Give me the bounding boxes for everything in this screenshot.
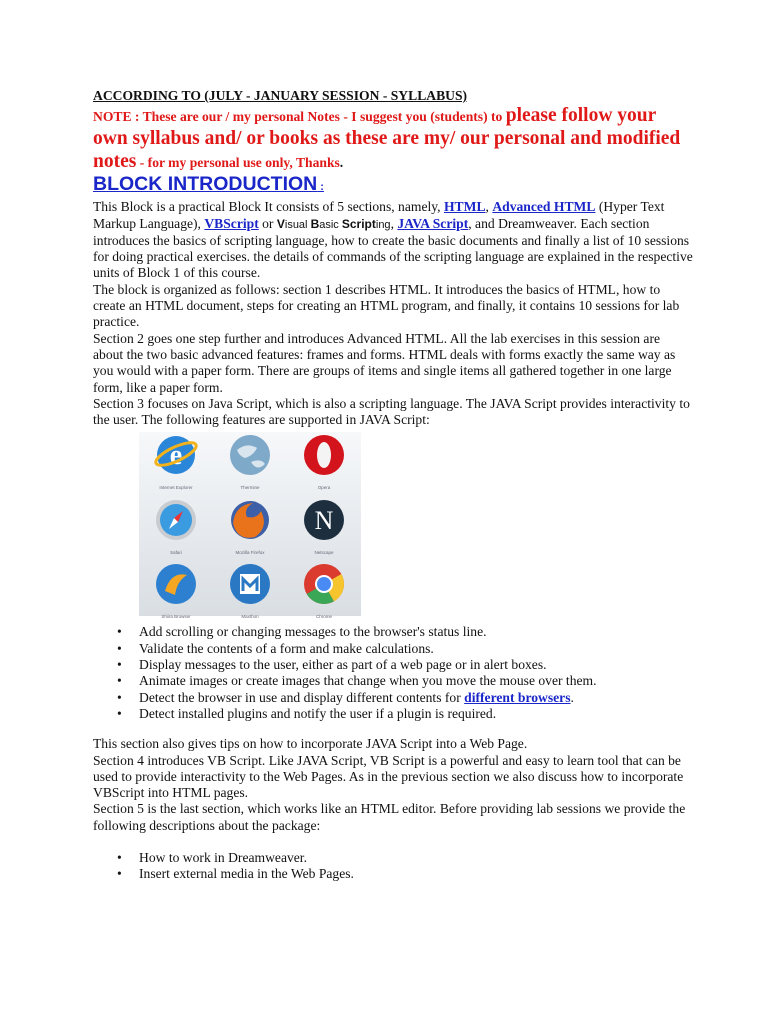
section5-paragraph: Section 5 is the last section, which works like an HTML editor. Before providing lab sessions we provide the following descriptions about the package: [93, 801, 686, 833]
personal-note [93, 104, 693, 173]
list-item: • Validate the contents of a form and make calculations. [139, 641, 693, 657]
maxthon-icon: Maxthon [213, 561, 287, 625]
opera-icon: Opera [287, 432, 361, 496]
organization-paragraph: The block is organized as follows: section 1 describes HTML. It introduces the basics of HTML, how to create an HTML document, steps for creating an HTML program, and finally, it contains 10 sessions for lab practice. [93, 281, 680, 330]
list-item: • Detect the browser in use and display different contents for different browsers. [139, 690, 693, 706]
visual-basic-scripting-text: Visual Basic Scripting [276, 216, 391, 231]
intro-paragraph [93, 199, 693, 281]
note-end: . [339, 155, 344, 171]
block-heading [93, 173, 693, 199]
section3-paragraph: Section 3 focuses on Java Script, which is also a scripting language. The JAVA Script provides interactivity to the user. The following features are supported in JAVA Script: [93, 395, 690, 428]
java-script-link[interactable]: JAVA Script [397, 215, 469, 231]
intro-text-5: , [390, 215, 398, 231]
block-title: BLOCK INTRODUCTION [93, 173, 318, 196]
list-item: • How to work in Dreamweaver. [139, 850, 693, 866]
globe-browser-icon: Thermine [213, 432, 287, 496]
note-suffix: - for my personal use only, Thanks [136, 155, 340, 171]
list-item: • Animate images or create images that change when you move the mouse over them. [139, 673, 693, 689]
safari-icon: Safari [139, 497, 213, 561]
svg-text:e: e [169, 440, 183, 472]
vbscript-link[interactable]: VBScript [204, 215, 259, 231]
internet-explorer-icon: e Internet Explorer [139, 432, 213, 496]
browser-icons-image [139, 432, 361, 620]
advanced-html-link[interactable]: Advanced HTML [492, 199, 596, 215]
firefox-icon: Mozilla Firefox [213, 497, 287, 561]
intro-text-6: , and Dreamweaver. Each section introduces the basics of scripting language, how to create the basic documents and finally a list of 10 sessions for doing practical exercises. the details of commands of the scripting language are explained in the respective units of Block 1 of this course. [93, 215, 693, 281]
list-item: • Display messages to the user, either as part of a web page or in alert boxes. [139, 657, 693, 673]
block-title-colon: : [317, 181, 324, 194]
javascript-features-list [93, 624, 693, 722]
section4-paragraph: Section 4 introduces VB Script. Like JAVA Script, VB Script is a powerful and easy to learn tool that can be used to provide interactivity to the Web Pages. As in the previous section we also discuss how to incorporate VBScript into HTML pages. [93, 752, 684, 801]
html-link[interactable]: HTML [443, 199, 486, 215]
note-intro: NOTE : These are our / my personal Notes - I suggest you (students) to [93, 109, 506, 125]
feature5-text: Detect the browser in use and display different contents for [139, 689, 465, 705]
chrome-icon: Chrome [287, 561, 361, 625]
note-emphasis: please follow your own syllabus and/ or books as these are my/ our personal and modified notes [93, 105, 681, 173]
svg-text:N: N [314, 505, 334, 535]
shiira-icon: Shiira Browser [139, 561, 213, 625]
netscape-icon: N Netscape [287, 497, 361, 561]
section2-paragraph: Section 2 goes one step further and introduces Advanced HTML. All the lab exercises in this session are about the two basic advanced features: frames and forms. HTML deals with forms exactly the same way as you would with a paper form. There are groups of items and single items all gathered together in one large form, like a paper form. [93, 330, 676, 395]
intro-text-2: , [485, 199, 493, 215]
intro-text-4: or [258, 215, 277, 231]
intro-text-3: (Hyper Text Markup Language), [93, 199, 665, 231]
document-page [93, 88, 693, 883]
list-item: • Insert external media in the Web Pages. [139, 866, 693, 882]
list-item: • Add scrolling or changing messages to the browser's status line. [139, 624, 693, 640]
package-list [93, 850, 693, 883]
syllabus-heading: ACCORDING TO (JULY - JANUARY SESSION - SYLLABUS) [93, 88, 468, 103]
different-browsers-link[interactable]: different browsers [464, 689, 571, 705]
javascript-tips-paragraph: This section also gives tips on how to incorporate JAVA Script into a Web Page. [93, 736, 528, 752]
intro-text-1: This Block is a practical Block It consists of 5 sections, namely, [93, 199, 444, 215]
list-item: • Detect installed plugins and notify the user if a plugin is required. [139, 706, 693, 722]
